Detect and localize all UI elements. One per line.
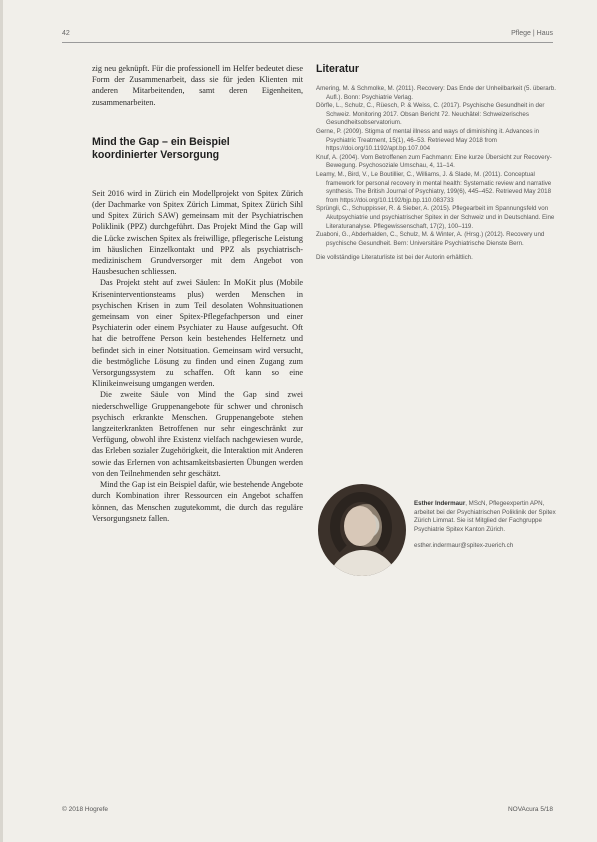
- reference-item: Zuaboni, G., Abderhalden, C., Schulz, M. & Winter, A. (Hrsg.) (2012). Recovery und psychische Gesundheit. Bern: Universitäre Psychiatrische Dienste Bern.: [316, 231, 545, 247]
- footer-copyright: © 2018 Hogrefe: [62, 806, 108, 813]
- body-paragraph: Mind the Gap ist ein Beispiel dafür, wie bestehende Angebote durch Kombination ihrer Ressourcen ein Angebot schaffen können, das Menschen zugutekommt, die durch das reguläre Versorgungsnetz fallen.: [92, 480, 303, 523]
- body-paragraph: Seit 2016 wird in Zürich ein Modellprojekt von Spitex Zürich (der Dachmarke von Spitex Zürich Limmat, Spitex Zürich Sihl und Spitex Zürich SAW) gemeinsam mit der Psychiatrischen Poliklinik (PPZ) durchgeführt. Das Projekt Mind the Gap will die Lücke zwischen Spitex als freiwillige, pflegerische Leistung im häuslichen Einzelkontakt und PPZ als psychiatrisch-medizinischem Grundversorger mit dem Angebot von Hausbesuchen schliessen.: [92, 188, 303, 277]
- reference-item: Leamy, M., Bird, V., Le Boutillier, C., Williams, J. & Slade, M. (2011). Conceptual framework for personal recovery in mental health: Systematic review and narrative synthesis. The British Journal of Psychiatry, 199(6), 445–452. Retrieved May 2018 from https://doi.org/10.1192/bjp.bp.110.083733: [316, 170, 552, 204]
- author-box: [318, 484, 558, 580]
- literature-note: Die vollständige Literaturliste ist bei der Autorin erhältlich.: [316, 254, 473, 262]
- running-head: [62, 30, 553, 40]
- author-bio: [414, 500, 558, 551]
- reference-item: Knuf, A. (2004). Vom Betroffenen zum Fachmann: Eine kurze Übersicht zur Recovery-Bewegung. Psychosoziale Umschau, 4, 11–14.: [316, 153, 552, 170]
- section-heading-line: koordinierter Versorgung: [92, 148, 220, 161]
- header-rule: [62, 42, 553, 43]
- page-number: 42: [62, 30, 70, 37]
- journal-name: Pflege | Haus: [511, 30, 553, 37]
- footer-issue: NOVAcura 5/18: [507, 806, 553, 813]
- photo-face: [344, 506, 376, 546]
- author-name: Esther Indermaur: [414, 500, 466, 507]
- reference-item: Sprüngli, C., Schuppisser, R. & Sieber, A. (2015). Pflegearbeit im Spannungsfeld von Akutpsychiatrie und psychiatrischer Spitex in der Schweiz und in Deutschland. Eine Literaturanalyse. Pflegewissenschaft, 17(2), 100–119.: [316, 205, 555, 230]
- reference-list: [316, 85, 556, 248]
- author-photo: [318, 484, 406, 576]
- section-heading-line: Mind the Gap – ein Beispiel: [92, 135, 230, 148]
- section-heading: [92, 136, 303, 162]
- body-paragraph: Die zweite Säule von Mind the Gap sind zwei niederschwellige Gruppenangebote für schwer und chronisch psychisch erkrankte Menschen. Gruppenangebote stehen langzeiterkrankten Betroffenen nur sehr eingeschränkt zur Verfügung, obwohl ihre Existenz vielfach nachgewiesen wurde, das Erleben sozialer Zugehörigkeit, die Interaktion mit Anderen sowie das Erlernen von achtsamkeitsbasierten Übungen werden von den Teilnehmenden sehr geschätzt.: [92, 390, 303, 478]
- right-column: [316, 63, 556, 263]
- footer: [62, 806, 553, 816]
- literature-heading: Literatur: [316, 63, 359, 75]
- left-column: [92, 63, 303, 524]
- reference-item: Dörfle, L., Schulz, C., Rüesch, P. & Weiss, C. (2017). Psychische Gesundheit in der Schweiz. Monitoring 2017. Obsan Bericht 72. Neuchâtel: Schweizerisches Gesundheitsobservatorium.: [316, 102, 545, 127]
- author-description: , MScN, Pflegeexpertin APN, arbeitet bei der Psychiatrischen Poliklinik der Spitex Zürich Limmat. Sie ist Mitglied der Fachgruppe Psychiatrie Spitex Kanton Zürich.: [414, 500, 556, 533]
- reference-item: Amering, M. & Schmolke, M. (2011). Recovery: Das Ende der Unheilbarkeit (5. überarb. Aufl.). Bonn: Psychiatrie Verlag.: [316, 85, 556, 101]
- body-paragraph: Das Projekt steht auf zwei Säulen: In MoKit plus (Mobile Kriseninterventionsteams plus) werden Menschen in psychischen Krisen in zum Teil desolaten Wohnsituationen gemeinsam von einer Spitex-Pflegefachperson und einer Psychiaterin oder einem Psychiater zu Hause aufgesucht. Oft hat die betroffene Person kein bestehendes Helfernetz und befindet sich in einer Notsituation. Gemeinsam wird versucht, die bestmögliche Lösung zu finden und einen Zugang zum Versorgungssystem zu schaffen. Oft kann so eine Klinikeinweisung umgangen werden.: [92, 278, 303, 389]
- author-email[interactable]: esther.indermaur@spitex-zuerich.ch: [414, 542, 514, 550]
- intro-paragraph: zig neu geknüpft. Für die professionell im Helfer bedeutet diese Form der Zusammenarbeit, dass sie für jeden Klienten mit anderen Mitarbeitenden, samt deren Eigenheiten, zusammenarbeiten.: [92, 64, 303, 107]
- reference-item: Gerne, P. (2009). Stigma of mental illness and ways of diminishing it. Advances in Psychiatric Treatment, 15(1), 46–53. Retrieved May 2018 from https://doi.org/10.1192/apt.bp.107.004: [316, 127, 540, 153]
